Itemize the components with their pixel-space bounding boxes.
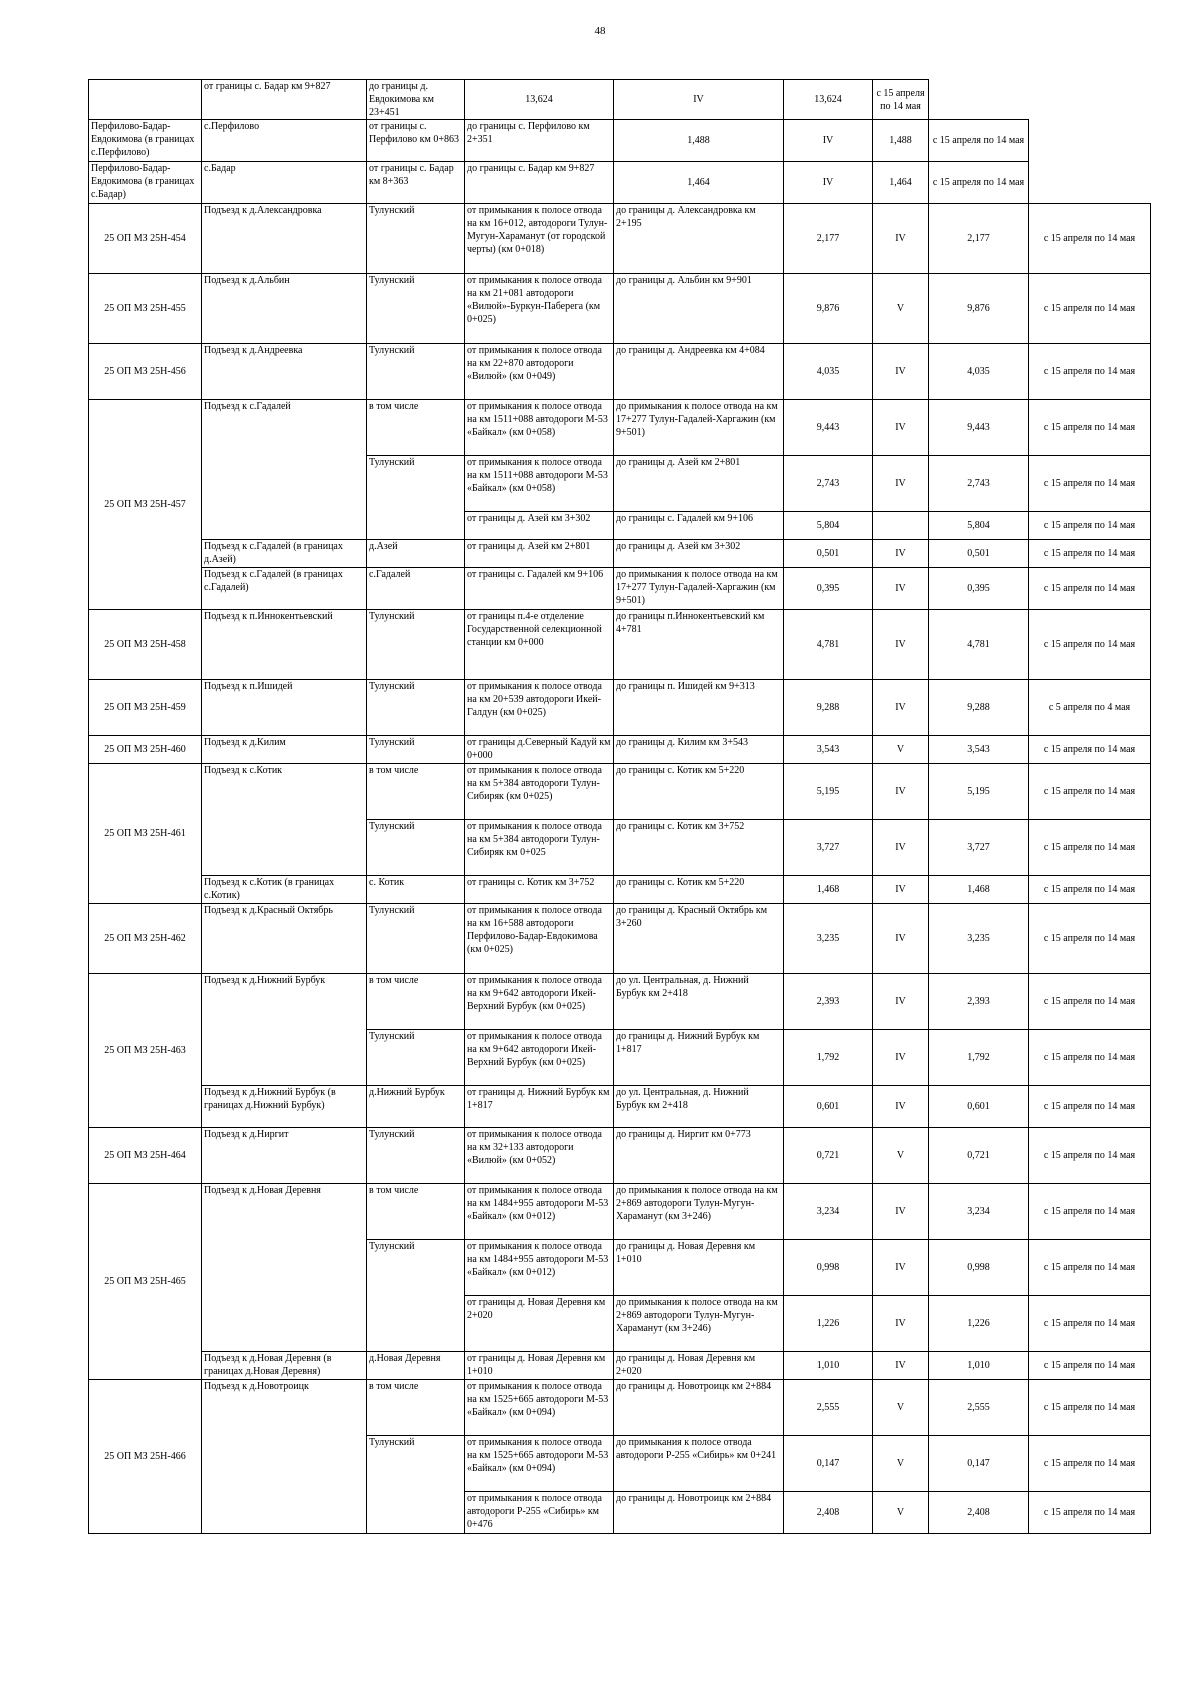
to-cell: до ул. Центральная, д. Нижний Бурбук км 2+418	[614, 974, 784, 1030]
roads-table	[88, 79, 1151, 1534]
category-cell: V	[873, 274, 929, 344]
district-cell: в том числе	[367, 764, 465, 820]
from-cell: от границы с. Гадалей км 9+106	[465, 568, 614, 610]
length-total-cell: 9,876	[929, 274, 1029, 344]
restriction-period-cell: с 15 апреля по 14 мая	[1029, 1436, 1151, 1492]
from-cell: от примыкания к полосе отвода на км 1525+665 автодороги М-53 «Байкал» (км 0+094)	[465, 1380, 614, 1436]
length-cell: 0,721	[784, 1128, 873, 1184]
district-cell: Тулунский	[367, 904, 465, 974]
length-total-cell: 0,147	[929, 1436, 1029, 1492]
code-cell: 25 ОП МЗ 25Н-455	[89, 274, 202, 344]
to-cell: до границы с. Котик км 5+220	[614, 764, 784, 820]
length-cell: 0,501	[784, 540, 873, 568]
restriction-period-cell: с 15 апреля по 14 мая	[1029, 568, 1151, 610]
table-row	[89, 1352, 1151, 1380]
length-total-cell: 2,177	[929, 204, 1029, 274]
district-cell: Тулунский	[367, 1030, 465, 1086]
restriction-period-cell: с 15 апреля по 14 мая	[1029, 1380, 1151, 1436]
from-cell: от примыкания к полосе отвода на км 1511+088 автодороги М-53 «Байкал» (км 0+058)	[465, 456, 614, 512]
district-cell: Тулунский	[367, 274, 465, 344]
district-cell: с.Гадалей	[367, 568, 465, 610]
to-cell: до ул. Центральная, д. Нижний Бурбук км 2+418	[614, 1086, 784, 1128]
restriction-period-cell: с 15 апреля по 14 мая	[1029, 512, 1151, 540]
length-total-cell: 3,234	[929, 1184, 1029, 1240]
from-cell: от примыкания к полосе отвода на км 16+588 автодороги Перфилово-Бадар-Евдокимова (км 0+025)	[465, 904, 614, 974]
road-name-cell: Подъезд к д.Новая Деревня (в границах д.Новая Деревня)	[202, 1352, 367, 1380]
to-cell: до границы д. Нижний Бурбук км 1+817	[614, 1030, 784, 1086]
code-cell: 25 ОП МЗ 25Н-460	[89, 736, 202, 764]
table-row	[89, 1086, 1151, 1128]
table-row	[89, 974, 1151, 1030]
page-number: 48	[594, 25, 606, 37]
restriction-period-cell: с 15 апреля по 14 мая	[1029, 274, 1151, 344]
length-cell: 2,408	[784, 1492, 873, 1534]
length-cell: 1,226	[784, 1296, 873, 1352]
restriction-period-cell: с 15 апреля по 14 мая	[1029, 1184, 1151, 1240]
district-cell: д.Нижний Бурбук	[367, 1086, 465, 1128]
category-cell: IV	[873, 568, 929, 610]
category-cell: V	[873, 1492, 929, 1534]
length-cell: 1,488	[614, 120, 784, 162]
to-cell: до примыкания к полосе отвода на км 17+277 Тулун-Гадалей-Харгажин (км 9+501)	[614, 568, 784, 610]
length-total-cell: 13,624	[784, 80, 873, 120]
length-cell: 2,177	[784, 204, 873, 274]
road-name-cell: Подъезд к с.Гадалей (в границах с.Гадалей)	[202, 568, 367, 610]
to-cell: до границы д. Ниргит км 0+773	[614, 1128, 784, 1184]
district-cell: Тулунский	[367, 736, 465, 764]
length-cell: 0,395	[784, 568, 873, 610]
length-total-cell: 2,408	[929, 1492, 1029, 1534]
length-cell: 2,393	[784, 974, 873, 1030]
road-name-cell: Подъезд к д.Александровка	[202, 204, 367, 274]
road-name-cell: Подъезд к д.Новая Деревня	[202, 1184, 367, 1352]
category-cell: IV	[873, 680, 929, 736]
road-name-cell: Подъезд к с.Котик (в границах с.Котик)	[202, 876, 367, 904]
restriction-period-cell: с 15 апреля по 14 мая	[1029, 904, 1151, 974]
code-cell: 25 ОП МЗ 25Н-458	[89, 610, 202, 680]
restriction-period-cell: с 15 апреля по 14 мая	[1029, 764, 1151, 820]
restriction-period-cell: с 15 апреля по 14 мая	[1029, 736, 1151, 764]
road-name-cell: Подъезд к д.Красный Октябрь	[202, 904, 367, 974]
district-cell: Тулунский	[367, 610, 465, 680]
length-total-cell: 4,781	[929, 610, 1029, 680]
length-cell: 0,147	[784, 1436, 873, 1492]
length-cell: 1,464	[614, 162, 784, 204]
length-cell: 2,555	[784, 1380, 873, 1436]
code-cell: 25 ОП МЗ 25Н-459	[89, 680, 202, 736]
restriction-period-cell: с 15 апреля по 14 мая	[1029, 1086, 1151, 1128]
length-cell: 5,804	[784, 512, 873, 540]
table-row	[89, 568, 1151, 610]
table-row	[89, 274, 1151, 344]
from-cell: от примыкания к полосе отвода на км 9+642 автодороги Икей-Верхний Бурбук (км 0+025)	[465, 974, 614, 1030]
length-cell: 3,543	[784, 736, 873, 764]
district-cell: д.Новая Деревня	[367, 1352, 465, 1380]
to-cell: до границы д. Новотроицк км 2+884	[614, 1492, 784, 1534]
to-cell: до границы д. Новотроицк км 2+884	[614, 1380, 784, 1436]
length-total-cell: 2,555	[929, 1380, 1029, 1436]
table-row	[89, 80, 1151, 120]
category-cell: IV	[784, 120, 873, 162]
restriction-period-cell: с 15 апреля по 14 мая	[1029, 876, 1151, 904]
from-cell: от примыкания к полосе отвода на км 32+133 автодороги «Вилюй» (км 0+052)	[465, 1128, 614, 1184]
restriction-period-cell: с 15 апреля по 14 мая	[929, 120, 1029, 162]
table-row	[89, 1380, 1151, 1436]
category-cell: V	[873, 736, 929, 764]
to-cell: до границы п.Иннокентьевский км 4+781	[614, 610, 784, 680]
category-cell: IV	[873, 540, 929, 568]
length-total-cell: 3,543	[929, 736, 1029, 764]
length-cell: 5,195	[784, 764, 873, 820]
road-name-cell: Подъезд к д.Нижний Бурбук (в границах д.Нижний Бурбук)	[202, 1086, 367, 1128]
district-cell: Тулунский	[367, 680, 465, 736]
to-cell: до границы д. Азей км 3+302	[614, 540, 784, 568]
to-cell: до границы д. Евдокимова км 23+451	[367, 80, 465, 120]
code-cell: 25 ОП МЗ 25Н-465	[89, 1184, 202, 1380]
restriction-period-cell: с 15 апреля по 14 мая	[1029, 820, 1151, 876]
from-cell: от примыкания к полосе отвода на км 5+384 автодороги Тулун-Сибиряк км 0+025	[465, 820, 614, 876]
table-row	[89, 162, 1151, 204]
category-cell: IV	[873, 1240, 929, 1296]
road-name-cell: Подъезд к п.Иннокентьевский	[202, 610, 367, 680]
to-cell: до примыкания к полосе отвода на км 2+869 автодороги Тулун-Мугун-Хараманут (км 3+246)	[614, 1296, 784, 1352]
district-cell: Тулунский	[367, 204, 465, 274]
table-row	[89, 680, 1151, 736]
category-cell: IV	[614, 80, 784, 120]
road-name-cell: Подъезд к д.Альбин	[202, 274, 367, 344]
restriction-period-cell: с 15 апреля по 14 мая	[929, 162, 1029, 204]
length-total-cell: 0,721	[929, 1128, 1029, 1184]
table-row	[89, 764, 1151, 820]
restriction-period-cell: с 15 апреля по 14 мая	[1029, 1296, 1151, 1352]
length-total-cell: 1,792	[929, 1030, 1029, 1086]
length-cell: 0,998	[784, 1240, 873, 1296]
road-name-cell: Подъезд к п.Ишидей	[202, 680, 367, 736]
to-cell: до примыкания к полосе отвода на км 17+277 Тулун-Гадалей-Харгажин (км 9+501)	[614, 400, 784, 456]
road-name-cell: Подъезд к д.Нижний Бурбук	[202, 974, 367, 1086]
table-row	[89, 1128, 1151, 1184]
length-total-cell: 0,601	[929, 1086, 1029, 1128]
category-cell: IV	[873, 1184, 929, 1240]
table-row	[89, 400, 1151, 456]
from-cell: от примыкания к полосе отвода на км 1525+665 автодороги М-53 «Байкал» (км 0+094)	[465, 1436, 614, 1492]
to-cell: до границы с. Котик км 5+220	[614, 876, 784, 904]
to-cell: до границы п. Ишидей км 9+313	[614, 680, 784, 736]
table-row	[89, 736, 1151, 764]
code-cell: 25 ОП МЗ 25Н-464	[89, 1128, 202, 1184]
category-cell: IV	[873, 764, 929, 820]
district-cell: с.Перфилово	[202, 120, 367, 162]
length-cell: 2,743	[784, 456, 873, 512]
restriction-period-cell: с 15 апреля по 14 мая	[1029, 400, 1151, 456]
length-total-cell: 2,743	[929, 456, 1029, 512]
district-cell: Тулунский	[367, 1128, 465, 1184]
district-cell: Тулунский	[367, 456, 465, 540]
length-total-cell: 3,235	[929, 904, 1029, 974]
district-cell: с.Бадар	[202, 162, 367, 204]
from-cell: от границы п.4-е отделение Государственной селекционной станции км 0+000	[465, 610, 614, 680]
length-total-cell: 3,727	[929, 820, 1029, 876]
length-total-cell: 9,443	[929, 400, 1029, 456]
to-cell: до границы с. Бадар км 9+827	[465, 162, 614, 204]
district-cell	[89, 80, 202, 120]
road-name-cell: Перфилово-Бадар-Евдокимова (в границах с.Перфилово)	[89, 120, 202, 162]
from-cell: от границы с. Бадар км 9+827	[202, 80, 367, 120]
length-total-cell: 1,010	[929, 1352, 1029, 1380]
from-cell: от примыкания к полосе отвода на км 9+642 автодороги Икей-Верхний Бурбук (км 0+025)	[465, 1030, 614, 1086]
category-cell: IV	[873, 400, 929, 456]
category-cell: IV	[873, 820, 929, 876]
length-total-cell: 2,393	[929, 974, 1029, 1030]
code-cell: 25 ОП МЗ 25Н-462	[89, 904, 202, 974]
length-cell: 9,876	[784, 274, 873, 344]
to-cell: до границы д. Александровка км 2+195	[614, 204, 784, 274]
from-cell: от границы д. Новая Деревня км 1+010	[465, 1352, 614, 1380]
category-cell: V	[873, 1128, 929, 1184]
restriction-period-cell: с 15 апреля по 14 мая	[1029, 974, 1151, 1030]
length-cell: 3,727	[784, 820, 873, 876]
from-cell: от примыкания к полосе отвода автодороги Р-255 «Сибирь» км 0+476	[465, 1492, 614, 1534]
from-cell: от границы д. Азей км 3+302	[465, 512, 614, 540]
road-name-cell: Подъезд к д.Килим	[202, 736, 367, 764]
category-cell: IV	[873, 1352, 929, 1380]
table-row	[89, 1184, 1151, 1240]
district-cell: в том числе	[367, 400, 465, 456]
length-total-cell: 1,488	[873, 120, 929, 162]
road-name-cell: Перфилово-Бадар-Евдокимова (в границах с.Бадар)	[89, 162, 202, 204]
to-cell: до границы с. Перфилово км 2+351	[465, 120, 614, 162]
table-row	[89, 344, 1151, 400]
to-cell: до границы с. Гадалей км 9+106	[614, 512, 784, 540]
road-name-cell: Подъезд к д.Ниргит	[202, 1128, 367, 1184]
category-cell: IV	[873, 344, 929, 400]
from-cell: от границы с. Перфилово км 0+863	[367, 120, 465, 162]
length-cell: 13,624	[465, 80, 614, 120]
length-total-cell: 0,501	[929, 540, 1029, 568]
length-total-cell: 1,468	[929, 876, 1029, 904]
road-name-cell: Подъезд к д.Новотроицк	[202, 1380, 367, 1534]
code-cell: 25 ОП МЗ 25Н-466	[89, 1380, 202, 1534]
restriction-period-cell: с 15 апреля по 14 мая	[1029, 456, 1151, 512]
length-cell: 0,601	[784, 1086, 873, 1128]
district-cell: в том числе	[367, 1184, 465, 1240]
from-cell: от примыкания к полосе отвода на км 20+539 автодороги Икей-Галдун (км 0+025)	[465, 680, 614, 736]
category-cell: IV	[873, 1086, 929, 1128]
restriction-period-cell: с 5 апреля по 4 мая	[1029, 680, 1151, 736]
road-name-cell: Подъезд к с.Котик	[202, 764, 367, 876]
from-cell: от примыкания к полосе отвода на км 1484+955 автодороги М-53 «Байкал» (км 0+012)	[465, 1240, 614, 1296]
restriction-period-cell: с 15 апреля по 14 мая	[1029, 1128, 1151, 1184]
restriction-period-cell: с 15 апреля по 14 мая	[1029, 1030, 1151, 1086]
code-cell: 25 ОП МЗ 25Н-463	[89, 974, 202, 1128]
table-row	[89, 120, 1151, 162]
district-cell: в том числе	[367, 974, 465, 1030]
restriction-period-cell: с 15 апреля по 14 мая	[1029, 540, 1151, 568]
district-cell: д.Азей	[367, 540, 465, 568]
district-cell: Тулунский	[367, 1436, 465, 1534]
length-cell: 9,288	[784, 680, 873, 736]
restriction-period-cell: с 15 апреля по 14 мая	[873, 80, 929, 120]
code-cell: 25 ОП МЗ 25Н-457	[89, 400, 202, 610]
restriction-period-cell: с 15 апреля по 14 мая	[1029, 1492, 1151, 1534]
category-cell: IV	[873, 974, 929, 1030]
length-cell: 1,010	[784, 1352, 873, 1380]
from-cell: от примыкания к полосе отвода на км 16+012, автодороги Тулун-Мугун-Хараманут (от городской черты) (км 0+018)	[465, 204, 614, 274]
district-cell: с. Котик	[367, 876, 465, 904]
from-cell: от границы д. Нижний Бурбук км 1+817	[465, 1086, 614, 1128]
length-total-cell: 0,998	[929, 1240, 1029, 1296]
from-cell: от границы д. Новая Деревня км 2+020	[465, 1296, 614, 1352]
length-total-cell: 0,395	[929, 568, 1029, 610]
from-cell: от границы д.Северный Кадуй км 0+000	[465, 736, 614, 764]
district-cell: Тулунский	[367, 820, 465, 876]
table-row	[89, 904, 1151, 974]
length-total-cell: 5,195	[929, 764, 1029, 820]
category-cell: IV	[873, 1030, 929, 1086]
restriction-period-cell: с 15 апреля по 14 мая	[1029, 344, 1151, 400]
district-cell: Тулунский	[367, 1240, 465, 1352]
restriction-period-cell: с 15 апреля по 14 мая	[1029, 204, 1151, 274]
from-cell: от границы с. Бадар км 8+363	[367, 162, 465, 204]
category-cell: IV	[873, 876, 929, 904]
district-cell: Тулунский	[367, 344, 465, 400]
table-row	[89, 540, 1151, 568]
from-cell: от примыкания к полосе отвода на км 21+081 автодороги «Вилюй»-Буркун-Паберега (км 0+025)	[465, 274, 614, 344]
category-cell: V	[873, 1380, 929, 1436]
from-cell: от примыкания к полосе отвода на км 1484+955 автодороги М-53 «Байкал» (км 0+012)	[465, 1184, 614, 1240]
to-cell: до границы с. Котик км 3+752	[614, 820, 784, 876]
length-cell: 1,792	[784, 1030, 873, 1086]
category-cell: IV	[873, 904, 929, 974]
road-name-cell: Подъезд к д.Андреевка	[202, 344, 367, 400]
code-cell: 25 ОП МЗ 25Н-456	[89, 344, 202, 400]
to-cell: до границы д. Новая Деревня км 1+010	[614, 1240, 784, 1296]
to-cell: до границы д. Альбин км 9+901	[614, 274, 784, 344]
code-cell: 25 ОП МЗ 25Н-454	[89, 204, 202, 274]
category-cell: IV	[873, 610, 929, 680]
restriction-period-cell: с 15 апреля по 14 мая	[1029, 1352, 1151, 1380]
length-cell: 4,781	[784, 610, 873, 680]
to-cell: до границы д. Андреевка км 4+084	[614, 344, 784, 400]
to-cell: до примыкания к полосе отвода на км 2+869 автодороги Тулун-Мугун-Хараманут (км 3+246)	[614, 1184, 784, 1240]
to-cell: до границы д. Новая Деревня км 2+020	[614, 1352, 784, 1380]
restriction-period-cell: с 15 апреля по 14 мая	[1029, 1240, 1151, 1296]
length-cell: 3,234	[784, 1184, 873, 1240]
length-total-cell: 1,464	[873, 162, 929, 204]
table-row	[89, 610, 1151, 680]
to-cell: до границы д. Красный Октябрь км 3+260	[614, 904, 784, 974]
length-total-cell: 1,226	[929, 1296, 1029, 1352]
length-total-cell: 5,804	[929, 512, 1029, 540]
length-total-cell: 9,288	[929, 680, 1029, 736]
to-cell: до границы д. Азей км 2+801	[614, 456, 784, 512]
category-cell: IV	[873, 1296, 929, 1352]
road-name-cell: Подъезд к с.Гадалей	[202, 400, 367, 540]
length-cell: 4,035	[784, 344, 873, 400]
from-cell: от границы д. Азей км 2+801	[465, 540, 614, 568]
to-cell: до границы д. Килим км 3+543	[614, 736, 784, 764]
district-cell: в том числе	[367, 1380, 465, 1436]
category-cell: IV	[873, 456, 929, 512]
code-cell: 25 ОП МЗ 25Н-461	[89, 764, 202, 904]
category-cell: IV	[784, 162, 873, 204]
category-cell: IV	[873, 204, 929, 274]
road-name-cell: Подъезд к с.Гадалей (в границах д.Азей)	[202, 540, 367, 568]
to-cell: до примыкания к полосе отвода автодороги Р-255 «Сибирь» км 0+241	[614, 1436, 784, 1492]
length-cell: 3,235	[784, 904, 873, 974]
category-cell: V	[873, 1436, 929, 1492]
length-cell: 9,443	[784, 400, 873, 456]
from-cell: от примыкания к полосе отвода на км 5+384 автодороги Тулун-Сибиряк (км 0+025)	[465, 764, 614, 820]
length-cell: 1,468	[784, 876, 873, 904]
table-row	[89, 876, 1151, 904]
from-cell: от примыкания к полосе отвода на км 1511+088 автодороги М-53 «Байкал» (км 0+058)	[465, 400, 614, 456]
length-total-cell: 4,035	[929, 344, 1029, 400]
restriction-period-cell: с 15 апреля по 14 мая	[1029, 610, 1151, 680]
category-cell	[873, 512, 929, 540]
from-cell: от границы с. Котик км 3+752	[465, 876, 614, 904]
table-row	[89, 204, 1151, 274]
from-cell: от примыкания к полосе отвода на км 22+870 автодороги «Вилюй» (км 0+049)	[465, 344, 614, 400]
